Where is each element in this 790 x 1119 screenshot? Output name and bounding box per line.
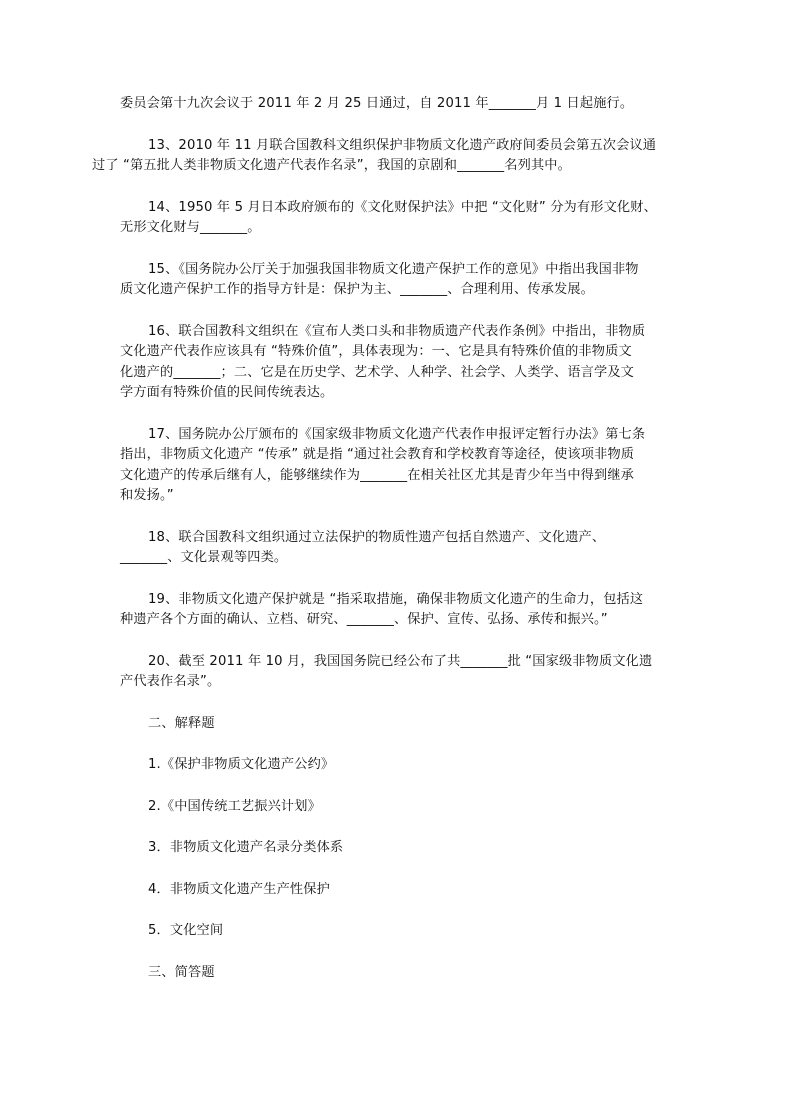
paragraph-q12-tail (120, 94, 680, 115)
question-13 (92, 136, 680, 177)
text-line: _______、文化景观等四类。 (120, 550, 288, 565)
question-14 (120, 198, 680, 239)
text-line: 13、2010 年 11 月联合国教科文组织保护非物质文化遗产政府间委员会第五次会议通 (148, 137, 657, 153)
text-line: 文化遗产代表作应该具有 “特殊价值”，具体表现为：一、它是具有特殊价值的非物质文 (120, 344, 632, 359)
text-line: 14、1950 年 5 月日本政府颁布的《文化财保护法》中把 “文化财” 分为有形文化财、 (148, 199, 657, 215)
question-19 (120, 590, 680, 631)
section-heading-short-answer: 三、简答题 (148, 964, 215, 980)
explanation-item-1: 1.《保护非物质文化遗产公约》 (148, 757, 335, 772)
explanation-item-2: 2.《中国传统工艺振兴计划》 (148, 798, 321, 814)
question-18 (120, 528, 680, 569)
explanation-item-5: 5．文化空间 (148, 923, 224, 938)
text-line: 15、《国务院办公厅关于加强我国非物质文化遗产保护工作的意见》中指出我国非物 (148, 261, 639, 277)
text-line: 指出，非物质文化遗产 “传承” 就是指 “通过社会教育和学校教育等途径，使该项非物质 (120, 447, 635, 462)
explanation-item-3: 3．非物质文化遗产名录分类体系 (148, 840, 344, 855)
text-line: 19、非物质文化遗产保护就是 “指采取措施，确保非物质文化遗产的生命力，包括这 (148, 591, 644, 607)
explanation-item-4: 4．非物质文化遗产生产性保护 (148, 881, 330, 897)
text-line: 无形文化财与_______。 (120, 220, 261, 235)
text-line: 质文化遗产保护工作的指导方针是：保护为主、_______、合理利用、传承发展。 (120, 282, 595, 297)
text-line: 和发扬。” (120, 488, 174, 503)
text-line: 委员会第十九次会议于 2011 年 2 月 25 日通过，自 2011 年_______月 1 日起施行。 (120, 96, 634, 111)
text-line: 过了 “第五批人类非物质文化遗产代表作名录”，我国的京剧和_______名列其中。 (92, 158, 571, 173)
question-16 (120, 322, 680, 404)
text-line: 16、联合国教科文组织在《宣布人类口头和非物质遗产代表作条例》中指出，非物质 (148, 323, 646, 339)
section-heading-explanation: 二、解释题 (148, 715, 215, 731)
text-line: 20、截至 2011 年 10 月，我国国务院已经公布了共_______批 “国家级非物质文化遗 (148, 653, 653, 669)
question-17 (120, 425, 680, 507)
text-line: 化遗产的_______；二、它是在历史学、艺术学、人种学、社会学、人类学、语言学及文 (120, 364, 635, 380)
text-line: 17、国务院办公厅颁布的《国家级非物质文化遗产代表作申报评定暂行办法》第七条 (148, 426, 646, 442)
text-line: 产代表作名录”。 (120, 674, 221, 689)
text-line: 18、联合国教科文组织通过立法保护的物质性遗产包括自然遗产、文化遗产、 (148, 529, 606, 545)
text-line: 学方面有特殊价值的民间传统表达。 (120, 385, 334, 400)
text-line: 文化遗产的传承后继有人，能够继续作为_______在相关社区尤其是青少年当中得到继承 (120, 467, 635, 483)
text-line: 种遗产各个方面的确认、立档、研究、_______、保护、宣传、弘扬、承传和振兴。” (120, 612, 608, 627)
document-page (92, 94, 680, 1004)
question-20 (120, 652, 680, 693)
question-15 (120, 260, 680, 301)
